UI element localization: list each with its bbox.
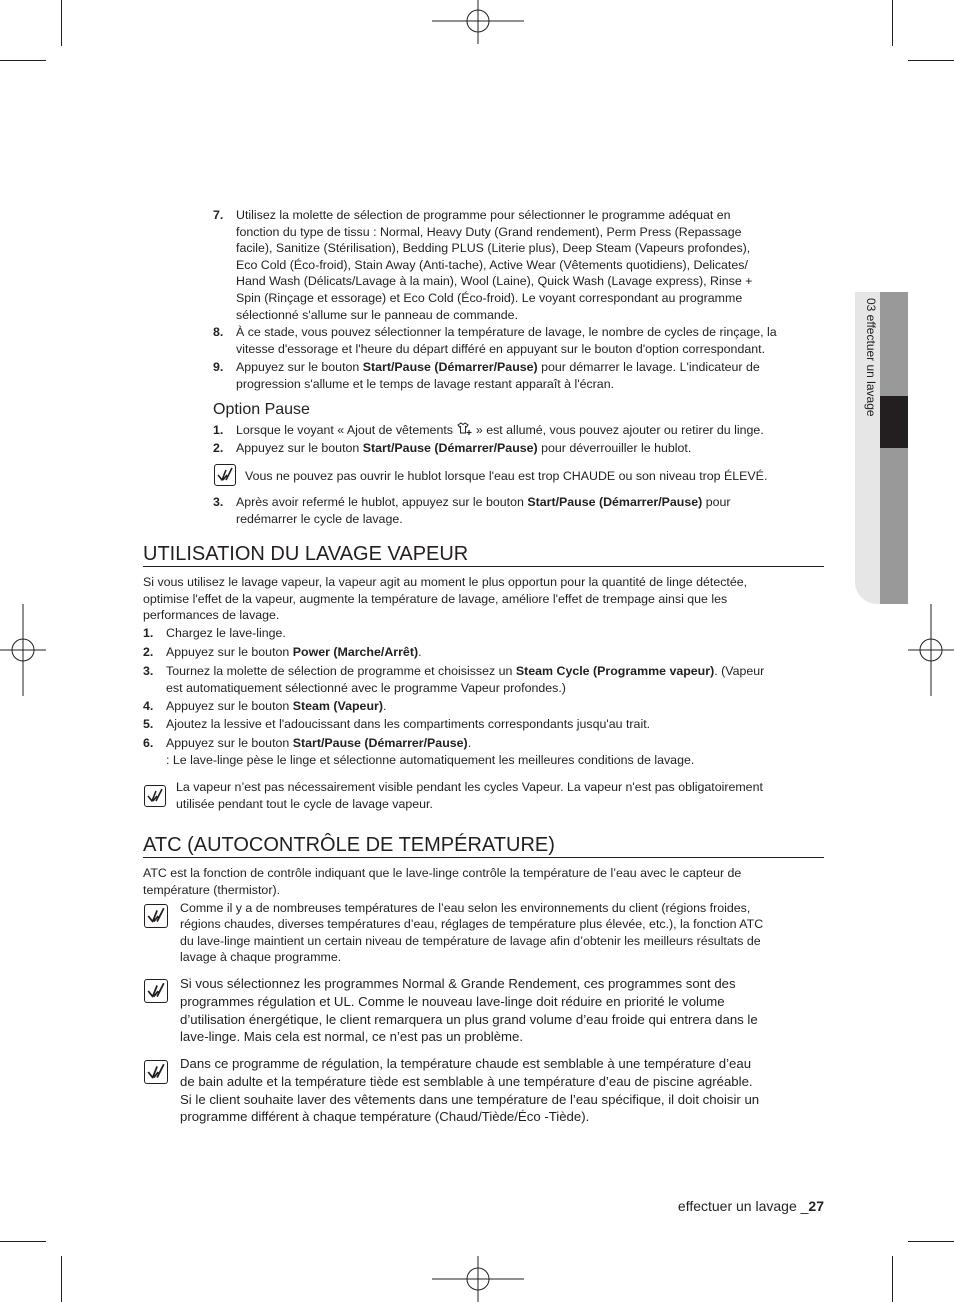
step-number: 3.	[213, 495, 224, 509]
step-text: Appuyez sur le bouton Start/Pause (Démarrer/Pause) pour démarrer le lavage. L'indicateur de progression s'allume et le temps de lavage restant apparaît à l'écran.	[236, 360, 760, 391]
crop-mark	[61, 0, 62, 46]
section-intro: Si vous utilisez le lavage vapeur, la vapeur agit au moment le plus opportun pour la quantité de linge détectée, optimise l'effet de la vapeur, augmente la température de lavage, améliore l'effet de trempage ainsi que les performances de lavage.	[143, 575, 748, 623]
section-heading: UTILISATION DU LAVAGE VAPEUR	[143, 543, 469, 565]
step-number: 9.	[213, 360, 224, 374]
step-number: 1.	[213, 423, 224, 437]
step-number: 4.	[143, 699, 154, 713]
step-text: Appuyez sur le bouton Start/Pause (Démarrer/Pause) pour déverrouiller le hublot.	[236, 441, 692, 455]
step-number: 6.	[143, 736, 154, 750]
step-text: Appuyez sur le bouton Start/Pause (Démarrer/Pause). : Le lave-linge pèse le linge et sélectionne automatiquement les meilleures conditions de lavage.	[166, 736, 695, 767]
step-number: 5.	[143, 717, 154, 731]
note-text: Comme il y a de nombreuses températures de l’eau selon les environnements du client (régions froides, régions chaudes, diverses températures d’eau, réglages de température plus élevée, etc.), la fonction ATC du lave-linge maintient un certain niveau de température de lavage afin d’obtenir les meilleurs résultats de lavage à chaque programme.	[180, 901, 764, 965]
registration-mark-top	[432, 0, 524, 44]
step-text-before: Lorsque le voyant « Ajout de vêtements	[236, 423, 457, 437]
section-intro: ATC est la fonction de contrôle indiquant que le lave-linge contrôle la température de l’eau avec le capteur de température (thermistor).	[143, 866, 742, 897]
section-divider	[143, 566, 824, 567]
option-pause-title: Option Pause	[213, 401, 310, 418]
note-text: La vapeur n’est pas nécessairement visible pendant les cycles Vapeur. La vapeur n'est pas obligatoirement utilisée pendant tout le cycle de lavage vapeur.	[176, 780, 763, 811]
step-number: 7.	[213, 208, 224, 222]
note-text: Si vous sélectionnez les programmes Normal & Grande Rendement, ces programmes sont des programmes régulation et UL. Comme le nouveau lave-linge doit réduire en priorité le volume d’utilisation énergétique, le client remarquera un plus grand volume d’eau froide qui entrera dans le lave-linge. Mais cela est normal, ce n’est pas un problème.	[180, 976, 758, 1045]
crop-mark	[61, 1256, 62, 1302]
note-icon	[214, 464, 236, 486]
crop-mark	[0, 1241, 46, 1242]
step-number: 1.	[143, 626, 154, 640]
step-text: Utilisez la molette de sélection de programme pour sélectionner le programme adéquat en fonction du type de tissu : Normal, Heavy Duty (Grand rendement), Perm Press (Repassage facile), Sanitize (Stérilisation), Bedding PLUS (Literie plus), Deep Steam (Vapeurs profondes), Eco Cold (Éco-froid), Stain Away (Anti-tache), Active Wear (Vêtements quotidiens), Delicates/ Hand Wash (Délicats/Lavage à la main), Wool (Laine), Quick Wash (Lavage express), Rinse + Spin (Rinçage et essorage) et Eco Cold (Éco-froid). Le voyant correspondant au programme sélectionné s'allume sur le panneau de commande.	[236, 208, 753, 322]
crop-mark	[892, 1256, 893, 1302]
step-text	[236, 422, 831, 439]
page-number: 27	[808, 1198, 824, 1214]
registration-mark-left	[0, 604, 46, 696]
chapter-tab-label: 03 effectuer un lavage	[864, 298, 878, 417]
section-divider	[143, 857, 824, 858]
step-number: 8.	[213, 325, 224, 339]
note-icon	[144, 904, 168, 928]
step-text: Ajoutez la lessive et l'adoucissant dans les compartiments correspondants jusqu'au trait.	[166, 717, 651, 731]
note-text: Dans ce programme de régulation, la température chaude est semblable à une température d’eau de bain adulte et la température tiède est semblable à une température d’eau de piscine agréable. Si le client souhaite laver des vêtements dans une température de l’eau spécifique, il doit choisir un programme différent à chaque température (Chaud/Tiède/Éco -Tiède).	[180, 1056, 760, 1125]
crop-mark	[908, 60, 954, 61]
add-clothes-icon	[456, 422, 472, 436]
chapter-tab-marker	[880, 396, 908, 448]
step-text-after: » est allumé, vous pouvez ajouter ou retirer du linge.	[472, 423, 764, 437]
page-footer	[600, 1197, 824, 1215]
footer-label: effectuer un lavage _	[677, 1198, 809, 1214]
step-text: À ce stade, vous pouvez sélectionner la température de lavage, le nombre de cycles de rinçage, la vitesse d'essorage et l'heure du départ différé en appuyant sur le bouton d'option correspondant.	[236, 325, 777, 356]
step-text: Appuyez sur le bouton Power (Marche/Arrêt).	[166, 645, 422, 659]
step-text: Tournez la molette de sélection de programme et choisissez un Steam Cycle (Programme vapeur). (Vapeur est automatiquement sélectionné avec le programme Vapeur profondes.)	[166, 664, 765, 695]
step-number: 3.	[143, 664, 154, 678]
crop-mark	[892, 0, 893, 46]
step-number: 2.	[213, 441, 224, 455]
registration-mark-right	[908, 604, 954, 696]
note-icon	[144, 1060, 168, 1084]
section-heading: ATC (AUTOCONTRÔLE DE TEMPÉRATURE)	[143, 834, 555, 856]
note-icon	[144, 785, 166, 807]
chapter-tab-bar	[880, 292, 908, 604]
step-text: Après avoir refermé le hublot, appuyez sur le bouton Start/Pause (Démarrer/Pause) pour redémarrer le cycle de lavage.	[236, 495, 731, 526]
step-number: 2.	[143, 645, 154, 659]
note-text: Vous ne pouvez pas ouvrir le hublot lorsque l'eau est trop CHAUDE ou son niveau trop ÉLEVÉ.	[245, 469, 768, 483]
crop-mark	[0, 60, 46, 61]
note-icon	[144, 979, 168, 1003]
registration-mark-bottom	[432, 1256, 524, 1302]
crop-mark	[908, 1241, 954, 1242]
step-text: Appuyez sur le bouton Steam (Vapeur).	[166, 699, 387, 713]
step-text: Chargez le lave-linge.	[166, 626, 286, 640]
